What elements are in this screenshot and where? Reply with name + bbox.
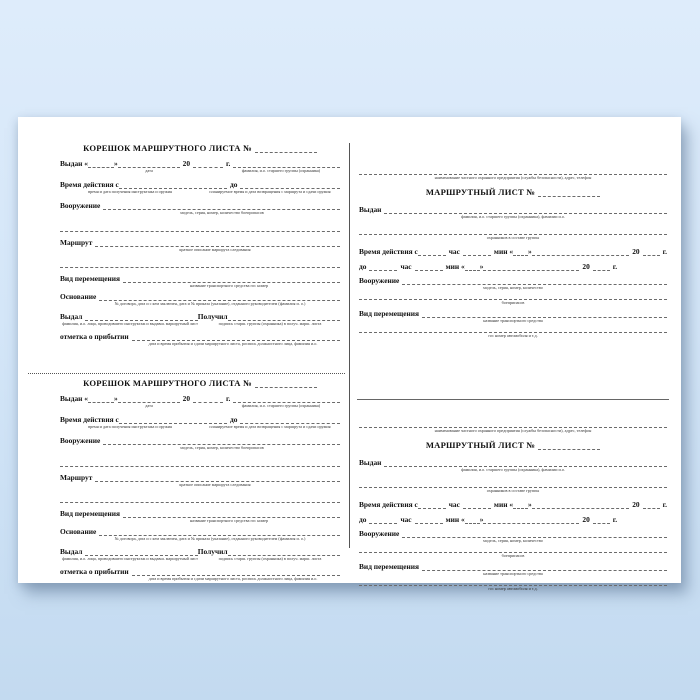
sub-org: наименование частного охранного предприятия (службы безопасности), адрес, телефон (434, 175, 592, 180)
sheet-title (359, 440, 667, 450)
issue-row (60, 546, 340, 556)
sub-route: краткое описание маршрута следования (179, 247, 251, 252)
issued-month-blank (118, 161, 180, 168)
min-label: мин « (445, 262, 465, 271)
route-sublabel (60, 247, 340, 253)
year-suffix: г. (662, 247, 667, 256)
form-sheet-paper (18, 117, 681, 591)
extra-blank (60, 261, 340, 268)
armament-row (60, 435, 340, 445)
issued-row (60, 393, 340, 403)
day-blank (465, 517, 480, 524)
sub-basis: № договора, дата и с кем заключен, дата и № приказа (указание), отданного руководителем (фамилия и. о.) (114, 536, 306, 541)
armament-row (359, 275, 667, 285)
day-blank (513, 249, 528, 256)
route-sheet-bottom (359, 420, 667, 653)
period-row (60, 414, 340, 424)
arrival-blank (132, 334, 340, 341)
period-label: Время действия с (60, 415, 119, 424)
group-blank (359, 481, 667, 488)
plate-sublabel (359, 586, 667, 592)
arrival-blank (132, 569, 340, 576)
arrival-label: отметка о прибытии (60, 332, 129, 341)
sub-receiver: подпись старш. группы (охранника) в получ. марш. листа (218, 556, 322, 561)
sub-date: дата (145, 168, 153, 173)
sub-ammo: боеприпасов (501, 553, 525, 558)
org-line (359, 167, 667, 175)
issued-blank (384, 460, 667, 467)
month-blank (483, 517, 579, 524)
plate-blank (359, 579, 667, 586)
sub-armament: модель, серия, номер, количество (483, 538, 543, 543)
issued-row (359, 457, 667, 467)
sheet-column (350, 117, 681, 591)
arrival-row (60, 331, 340, 341)
transport-row (359, 308, 667, 318)
armament-blank (103, 203, 340, 210)
armament-row (60, 200, 340, 210)
sheet-title-text: МАРШРУТНЫЙ ЛИСТ № (425, 440, 536, 450)
sheet-number-blank (538, 190, 600, 197)
period-to-blank (240, 182, 340, 189)
arrival-label: отметка о прибытии (60, 567, 129, 576)
receiver-blank (228, 549, 340, 556)
period-from-blank (119, 417, 227, 424)
hour-label: час (400, 262, 412, 271)
transport-label: Вид перемещения (60, 274, 121, 283)
time-from-label: Время действия с (359, 247, 418, 256)
year-suffix: г. (662, 500, 667, 509)
stub-title-text: КОРЕШОК МАРШРУТНОГО ЛИСТА № (83, 378, 252, 388)
issued-month-blank (118, 396, 180, 403)
armament-label: Вооружение (60, 436, 101, 445)
armament-label: Вооружение (60, 201, 101, 210)
min-blank (415, 264, 443, 271)
armament-sublabel (359, 285, 667, 291)
year-prefix: 20 (182, 159, 191, 168)
ammo-blank (359, 546, 667, 553)
year-suffix: г. (226, 394, 231, 403)
quote-close: » (479, 515, 484, 524)
transport-label: Вид перемещения (60, 509, 121, 518)
time-to-label: до (359, 262, 367, 271)
extra-line (60, 495, 340, 503)
plate-line (359, 325, 667, 333)
basis-blank (99, 529, 340, 536)
route-label: Маршрут (60, 473, 93, 482)
route-row (60, 237, 340, 247)
transport-blank (422, 564, 667, 571)
quote-close: » (479, 262, 484, 271)
issued-row (60, 158, 340, 168)
sub-issuer: фамилия, и.о. лица, проводившего инструктаж и выдавш. маршрутный лист (62, 556, 198, 561)
group-sublabel (359, 488, 667, 494)
sub-issuer: фамилия, и.о. лица, проводившего инструктаж и выдавш. маршрутный лист (62, 321, 198, 326)
sub-route: краткое описание маршрута следования (179, 482, 251, 487)
time-from-row (359, 499, 667, 509)
sheet-separator-line (357, 399, 669, 400)
year-prefix: 20 (582, 515, 590, 524)
ammo-line (359, 545, 667, 553)
issuer-label: Выдал (60, 312, 83, 321)
route-row (60, 472, 340, 482)
sub-period-to: планируемое время и дата возвращения с маршрута и сдачи оружия (209, 189, 331, 194)
issued-name-blank (233, 396, 340, 403)
sub-transport: название транспортного средства (483, 571, 543, 576)
ammo-line (359, 292, 667, 300)
month-blank (532, 502, 630, 509)
issuer-label: Выдал (60, 547, 83, 556)
year-blank (643, 249, 660, 256)
sub-arrival: дата и время прибытия и сдачи маршрутного листа, роспись должностного лица, фамилия и.о. (148, 576, 318, 581)
extra-blank (60, 460, 340, 467)
sub-org: наименование частного охранного предприятия (службы безопасности), адрес, телефон (434, 428, 592, 433)
year-prefix: 20 (632, 500, 640, 509)
receiver-blank (228, 314, 340, 321)
month-blank (532, 249, 630, 256)
transport-label: Вид перемещения (359, 562, 420, 571)
transport-blank (123, 276, 340, 283)
quote-close: » (113, 394, 118, 403)
year-suffix: г. (612, 262, 618, 271)
sub-armament: модель, серия, номер, количество (483, 285, 543, 290)
period-sublabels (60, 424, 340, 430)
armament-blank (402, 278, 667, 285)
sub-group: охранников в составе группы (486, 235, 540, 240)
armament-label: Вооружение (359, 529, 400, 538)
ammo-sublabel (359, 300, 667, 306)
time-from-row (359, 246, 667, 256)
sub-arrival: дата и время прибытия и сдачи маршрутного листа, роспись должностного лица, фамилия и.о. (148, 341, 318, 346)
issue-sublabels (60, 556, 340, 562)
issued-blank (384, 207, 667, 214)
org-sublabel (359, 428, 667, 434)
year-prefix: 20 (632, 247, 640, 256)
transport-sublabel (359, 571, 667, 577)
sub-transport: название транспортного средства гос номер (189, 518, 269, 523)
min-blank (415, 517, 443, 524)
issued-label: Выдан (359, 205, 382, 214)
extra-line (60, 459, 340, 467)
route-blank (95, 240, 340, 247)
min-label: мин « (493, 500, 514, 509)
armament-blank (402, 531, 667, 538)
period-to-label: до (230, 415, 238, 424)
transport-sublabel (60, 518, 340, 524)
sub-group: охранников в составе группы (486, 488, 540, 493)
receiver-label: Получил (197, 547, 228, 556)
plate-sublabel (359, 333, 667, 339)
hour-label: час (400, 515, 412, 524)
transport-blank (123, 511, 340, 518)
min-label: мин « (445, 515, 465, 524)
perforation-cut-line (28, 373, 345, 374)
basis-row (60, 291, 340, 301)
transport-row (60, 273, 340, 283)
issued-name-blank (233, 161, 340, 168)
org-line (359, 420, 667, 428)
route-blank (95, 475, 340, 482)
org-sublabel (359, 175, 667, 181)
route-sublabel (60, 482, 340, 488)
day-blank (513, 502, 528, 509)
transport-sublabel (60, 283, 340, 289)
hour-blank (369, 264, 397, 271)
arrival-sublabel (60, 341, 340, 347)
armament-sublabel (60, 445, 340, 451)
armament-label: Вооружение (359, 276, 400, 285)
transport-row (60, 508, 340, 518)
armament-row (359, 528, 667, 538)
sub-period-from: время и дата получения инструктажа и оружия (88, 424, 172, 429)
issued-label: Выдан « (60, 394, 88, 403)
receiver-label: Получил (197, 312, 228, 321)
sub-issued: фамилия, и.о. старшего группы (охранника), фамилии и.о. (461, 214, 565, 219)
org-blank (359, 168, 667, 175)
stub-column (18, 117, 349, 583)
issue-sublabels (60, 321, 340, 327)
period-sublabels (60, 189, 340, 195)
period-from-blank (119, 182, 227, 189)
issue-row (60, 311, 340, 321)
group-line (359, 227, 667, 235)
transport-sublabel (359, 318, 667, 324)
stub-number-blank (255, 146, 317, 153)
issued-year-blank (193, 161, 223, 168)
year-prefix: 20 (582, 262, 590, 271)
issued-day-blank (88, 396, 114, 403)
route-stub-top (60, 143, 340, 373)
issued-label: Выдан « (60, 159, 88, 168)
ammo-sublabel (359, 553, 667, 559)
stub-title (60, 143, 340, 153)
issued-day-blank (88, 161, 114, 168)
sub-issued: фамилия, и.о. старшего группы (охранника), фамилии и.о. (461, 467, 565, 472)
sub-period-to: планируемое время и дата возвращения с маршрута и сдачи оружия (209, 424, 331, 429)
sub-armament: модель, серия, номер, количество боеприпасов (180, 445, 264, 450)
stub-title (60, 378, 340, 388)
extra-line (60, 260, 340, 268)
group-sublabel (359, 235, 667, 241)
armament-sublabel (359, 538, 667, 544)
basis-blank (99, 294, 340, 301)
quote-close: » (528, 247, 532, 256)
arrival-sublabel (60, 576, 340, 582)
issued-year-blank (193, 396, 223, 403)
issued-row (359, 204, 667, 214)
min-blank (463, 502, 491, 509)
day-blank (465, 264, 480, 271)
quote-close: » (113, 159, 118, 168)
year-blank (593, 517, 610, 524)
month-blank (483, 264, 579, 271)
year-suffix: г. (226, 159, 231, 168)
sub-receiver: подпись старш. группы (охранника) в получ. марш. листа (218, 321, 322, 326)
transport-blank (422, 311, 667, 318)
min-label: мин « (493, 247, 514, 256)
basis-label: Основание (60, 527, 97, 536)
sub-plate: гос номер автомобиля и т.д. (488, 586, 538, 591)
hour-blank (418, 249, 446, 256)
year-suffix: г. (612, 515, 618, 524)
stub-title-text: КОРЕШОК МАРШРУТНОГО ЛИСТА № (83, 143, 252, 153)
basis-label: Основание (60, 292, 97, 301)
stub-number-blank (255, 381, 317, 388)
time-to-row (359, 261, 667, 271)
sub-transport: название транспортного средства (483, 318, 543, 323)
period-to-label: до (230, 180, 238, 189)
issued-sublabels (60, 168, 340, 174)
issuer-blank (85, 314, 197, 321)
sub-transport: название транспортного средства гос номер (189, 283, 269, 288)
arrival-row (60, 566, 340, 576)
year-blank (643, 502, 660, 509)
extra-line (60, 224, 340, 232)
sub-date: дата (145, 403, 153, 408)
hour-label: час (448, 500, 460, 509)
hour-blank (418, 502, 446, 509)
sheet-title-text: МАРШРУТНЫЙ ЛИСТ № (425, 187, 536, 197)
min-blank (463, 249, 491, 256)
year-prefix: 20 (182, 394, 191, 403)
ammo-blank (359, 293, 667, 300)
hour-label: час (448, 247, 460, 256)
period-row (60, 179, 340, 189)
sub-name: фамилия, и.о. старшего группы (охранника) (241, 403, 321, 408)
sub-basis: № договора, дата и с кем заключен, дата и № приказа (указание), отданного руководителем (фамилия и. о.) (114, 301, 306, 306)
org-blank (359, 421, 667, 428)
sub-name: фамилия, и.о. старшего группы (охранника) (241, 168, 321, 173)
extra-blank (60, 496, 340, 503)
hour-blank (369, 517, 397, 524)
group-blank (359, 228, 667, 235)
plate-blank (359, 326, 667, 333)
issued-label: Выдан (359, 458, 382, 467)
year-blank (593, 264, 610, 271)
issued-sublabel (359, 214, 667, 220)
period-to-blank (240, 417, 340, 424)
sub-plate: гос номер автомобиля и т.д. (488, 333, 538, 338)
sub-armament: модель, серия, номер, количество боеприпасов (180, 210, 264, 215)
basis-row (60, 526, 340, 536)
sub-period-from: время и дата получения инструктажа и оружия (88, 189, 172, 194)
transport-label: Вид перемещения (359, 309, 420, 318)
route-stub-bottom (60, 378, 340, 612)
time-to-label: до (359, 515, 367, 524)
transport-row (359, 561, 667, 571)
sub-ammo: боеприпасов (501, 300, 525, 305)
issuer-blank (85, 549, 197, 556)
armament-blank (103, 438, 340, 445)
route-sheet-top (359, 167, 667, 399)
sheet-number-blank (538, 443, 600, 450)
issued-sublabel (359, 467, 667, 473)
period-label: Время действия с (60, 180, 119, 189)
issued-sublabels (60, 403, 340, 409)
armament-sublabel (60, 210, 340, 216)
sheet-title (359, 187, 667, 197)
time-from-label: Время действия с (359, 500, 418, 509)
quote-close: » (528, 500, 532, 509)
time-to-row (359, 514, 667, 524)
extra-blank (60, 225, 340, 232)
plate-line (359, 578, 667, 586)
basis-sublabel (60, 301, 340, 307)
basis-sublabel (60, 536, 340, 542)
group-line (359, 480, 667, 488)
route-label: Маршрут (60, 238, 93, 247)
